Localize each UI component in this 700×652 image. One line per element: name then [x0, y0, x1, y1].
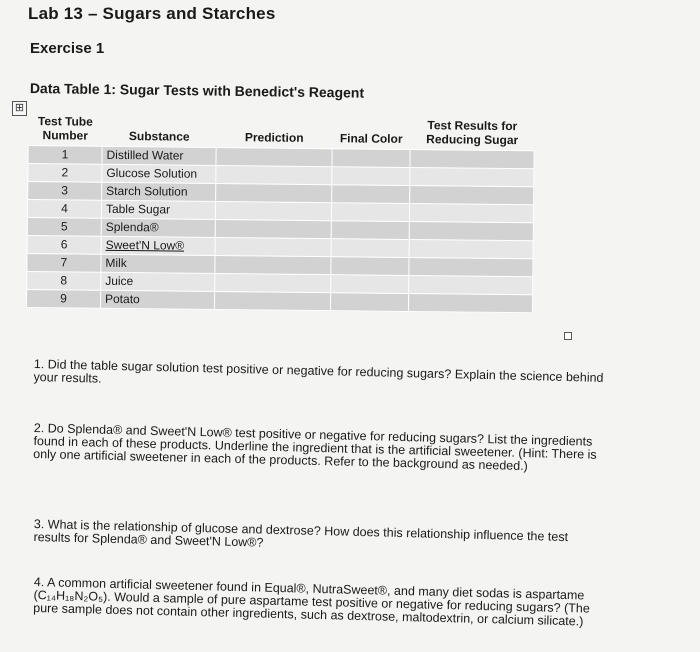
cell-number: 8: [27, 271, 101, 290]
cell-prediction[interactable]: [215, 201, 331, 220]
cell-test-result[interactable]: [408, 293, 532, 312]
cell-final-color[interactable]: [331, 239, 409, 258]
cell-final-color[interactable]: [331, 203, 409, 222]
col-header-test-tube-number: Test Tube Number: [37, 114, 93, 143]
data-table: [26, 112, 535, 313]
cell-substance: Distilled Water: [102, 146, 216, 165]
page-title: Lab 13 – Sugars and Starches: [28, 4, 276, 23]
cell-substance: Potato: [100, 290, 214, 309]
cell-prediction[interactable]: [215, 237, 331, 256]
question-1: 1. Did the table sugar solution test positive or negative for reducing sugars? Explain the science behind your results.: [33, 357, 604, 386]
cell-number: 6: [27, 235, 101, 254]
cell-test-result[interactable]: [409, 239, 533, 258]
cell-number: 5: [27, 217, 101, 236]
col-header-prediction: Prediction: [244, 130, 304, 145]
cell-substance: Table Sugar: [101, 200, 215, 219]
cell-number: 1: [28, 146, 102, 165]
cell-prediction[interactable]: [215, 219, 331, 238]
col-header-substance: Substance: [128, 129, 190, 144]
cell-final-color[interactable]: [332, 167, 410, 186]
col-header-test-results: Test Results for Reducing Sugar: [426, 118, 519, 148]
cell-test-result[interactable]: [409, 221, 533, 240]
table-header-row: [28, 112, 534, 151]
cell-number: 4: [27, 200, 101, 219]
cell-test-result[interactable]: [410, 150, 534, 169]
cell-number: 7: [27, 253, 101, 272]
table-title: Data Table 1: Sugar Tests with Benedict's Reagent: [29, 80, 365, 101]
cell-final-color[interactable]: [332, 149, 410, 168]
cell-substance: Starch Solution: [102, 182, 216, 201]
cell-test-result[interactable]: [409, 257, 533, 276]
table-move-icon[interactable]: ⊞: [12, 101, 27, 116]
cell-substance: Juice: [101, 272, 215, 291]
cell-prediction[interactable]: [214, 291, 330, 310]
cell-number: 9: [26, 289, 100, 308]
cell-final-color[interactable]: [331, 275, 409, 294]
data-table-container: [26, 112, 535, 313]
cell-test-result[interactable]: [409, 275, 533, 294]
question-4: 4. A common artificial sweetener found in Equal®, NutraSweet®, and many diet sodas is aspartame (C₁₄H₁₈N₂O₅). Would a sample of pure aspartame test positive or negative for reducing sugars? (The pure sample does not contain other ingredients, such as dextrose, maltodextrin, or calcium silicate.): [33, 575, 590, 629]
cell-test-result[interactable]: [410, 186, 534, 205]
cell-test-result[interactable]: [410, 168, 534, 187]
cell-substance: Sweet'N Low®: [101, 236, 215, 255]
cell-prediction[interactable]: [216, 165, 332, 184]
cell-final-color[interactable]: [331, 257, 409, 276]
cell-substance: Glucose Solution: [102, 164, 216, 183]
question-2: 2. Do Splenda® and Sweet'N Low® test positive or negative for reducing sugars? List the ingredients found in each of these products. Underline the ingredient that is the artificial sweetener. (Hint: There is only one artificial sweetener in each of the products. Refer to the background as needed.): [33, 421, 597, 474]
cell-substance: Splenda®: [101, 218, 215, 237]
col-header-final-color: Final Color: [339, 131, 403, 146]
cell-prediction[interactable]: [216, 147, 332, 166]
table-resize-handle[interactable]: [564, 332, 572, 340]
cell-final-color[interactable]: [331, 221, 409, 240]
cell-test-result[interactable]: [409, 204, 533, 223]
cell-final-color[interactable]: [330, 293, 408, 312]
cell-prediction[interactable]: [215, 273, 331, 292]
cell-substance: Milk: [101, 254, 215, 273]
cell-number: 3: [28, 182, 102, 201]
question-3: 3. What is the relationship of glucose and dextrose? How does this relationship influence the test results for Splenda® and Sweet'N Low®?: [33, 517, 569, 550]
exercise-heading: Exercise 1: [30, 40, 105, 57]
cell-number: 2: [28, 164, 102, 183]
cell-prediction[interactable]: [215, 255, 331, 274]
cell-final-color[interactable]: [332, 185, 410, 204]
cell-prediction[interactable]: [216, 183, 332, 202]
